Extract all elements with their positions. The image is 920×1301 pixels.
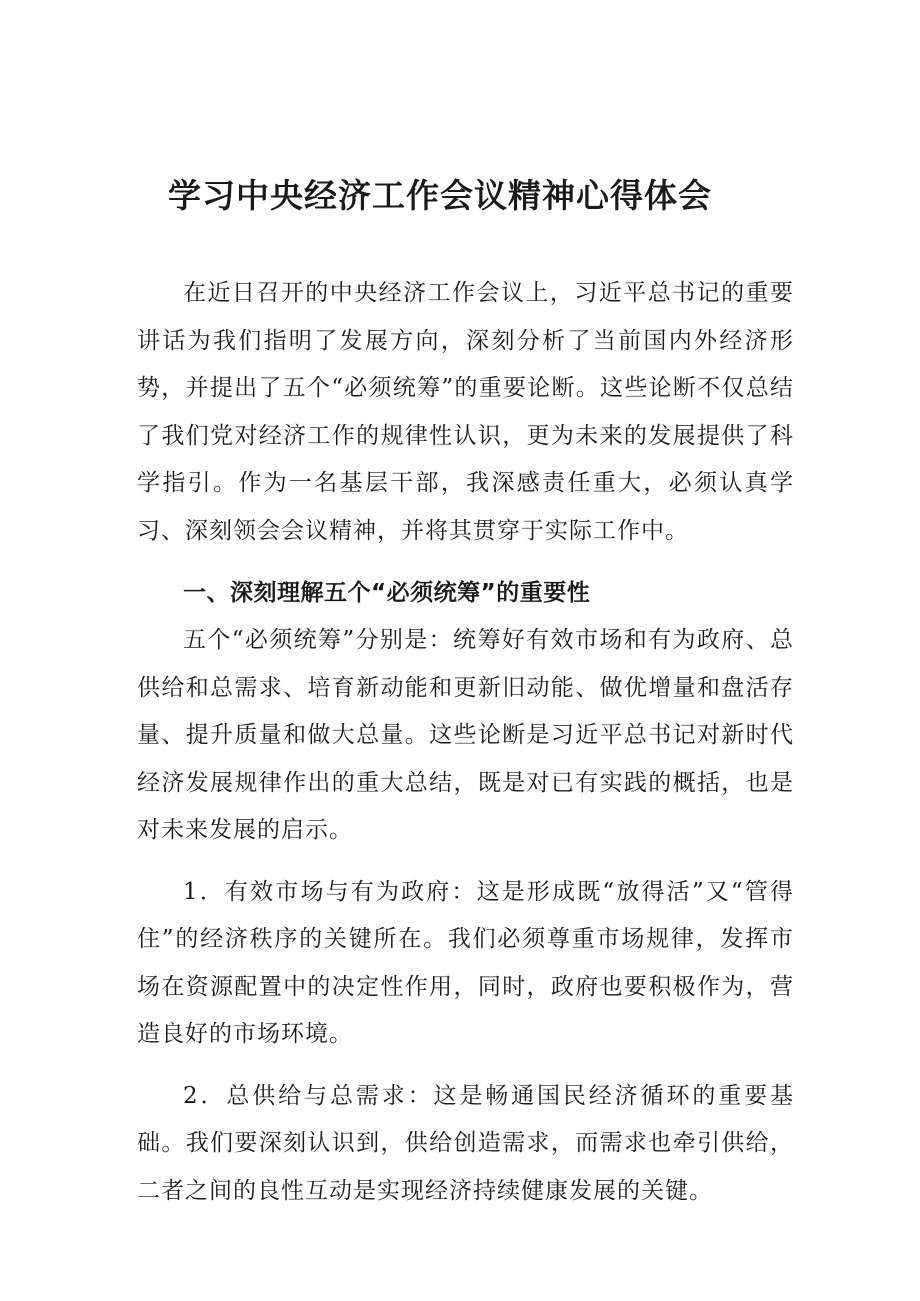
overview-paragraph: 五个“必须统筹”分别是：统筹好有效市场和有为政府、总供给和总需求、培育新动能和更新旧动能、做优增量和盘活存量、提升质量和做大总量。这些论断是习近平总书记对新时代经济发展规律作出的重大总结，既是对已有实践的概括，也是对未来发展的启示。: [137, 627, 794, 843]
document-title: 学习中央经济工作会议精神心得体会: [168, 176, 712, 215]
item-paragraph-2: 2．总供给与总需求：这是畅通国民经济循环的重要基础。我们要深刻认识到，供给创造需求，而需求也牵引供给，二者之间的良性互动是实现经济持续健康发展的关键。: [137, 1082, 794, 1204]
section-heading: 一、深刻理解五个“必须统筹”的重要性: [183, 580, 591, 606]
item-paragraph-1: 1．有效市场与有为政府：这是形成既“放得活”又“管得住”的经济秩序的关键所在。我们必须尊重市场规律，发挥市场在资源配置中的决定性作用，同时，政府也要积极作为，营造良好的市场环境。: [137, 878, 794, 1047]
document-body: [137, 270, 794, 1215]
intro-paragraph: 在近日召开的中央经济工作会议上，习近平总书记的重要讲话为我们指明了发展方向，深刻分析了当前国内外经济形势，并提出了五个“必须统筹”的重要论断。这些论断不仅总结了我们党对经济工作的规律性认识，更为未来的发展提供了科学指引。作为一名基层干部，我深感责任重大，必须认真学习、深刻领会会议精神，并将其贯穿于实际工作中。: [137, 280, 794, 544]
